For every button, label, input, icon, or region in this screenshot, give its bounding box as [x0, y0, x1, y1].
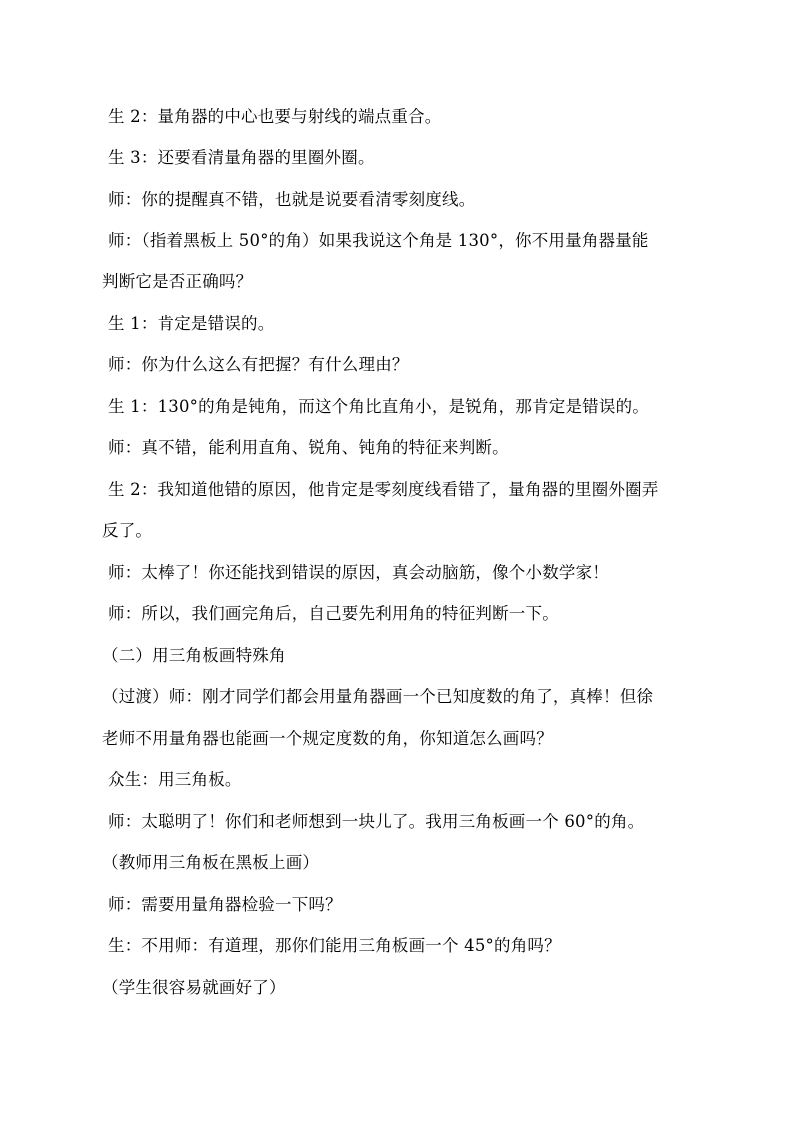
paragraph-student2-center: 生 2：量角器的中心也要与射线的端点重合。	[108, 107, 442, 126]
paragraph-teacher-question-line2: 判断它是否正确吗？	[102, 272, 253, 291]
paragraph-teacher-question-line1: 师：（指着黑板上 50°的角）如果我说这个角是 130°，你不用量角器量能	[108, 231, 649, 250]
paragraph-students-done: （学生很容易就画好了）	[102, 978, 286, 997]
paragraph-teacher-zero-line: 师：你的提醒真不错，也就是说要看清零刻度线。	[108, 190, 476, 209]
paragraph-teacher-praise: 师：真不错，能利用直角、锐角、钝角的特征来判断。	[108, 438, 509, 457]
paragraph-transition-line2: 老师不用量角器也能画一个规定度数的角，你知道怎么画吗？	[102, 729, 553, 748]
paragraph-teacher-check: 师：需要用量角器检验一下吗？	[108, 895, 342, 914]
paragraph-teacher-draws: （教师用三角板在黑板上画）	[102, 853, 320, 872]
paragraph-teacher-great: 师：太棒了！你还能找到错误的原因，真会动脑筋，像个小数学家！	[108, 563, 609, 582]
paragraph-student1-wrong: 生 1：肯定是错误的。	[108, 314, 275, 333]
paragraph-student1-reason: 生 1：130°的角是钝角，而这个角比直角小，是锐角，那肯定是错误的。	[108, 397, 649, 416]
section-heading-triangle: （二）用三角板画特殊角	[102, 646, 286, 665]
paragraph-student2-cause-line2: 反了。	[102, 521, 153, 540]
paragraph-teacher-so: 师：所以，我们画完角后，自己要先利用角的特征判断一下。	[108, 604, 559, 623]
paragraph-teacher-why: 师：你为什么这么有把握？有什么理由？	[108, 355, 409, 374]
paragraph-transition-line1: （过渡）师：刚才同学们都会用量角器画一个已知度数的角了，真棒！但徐	[102, 687, 654, 706]
paragraph-student2-cause-line1: 生 2：我知道他错的原因，他肯定是零刻度线看错了，量角器的里圈外圈弄	[108, 480, 659, 499]
paragraph-students-triangle: 众生：用三角板。	[108, 770, 242, 789]
paragraph-teacher-60: 师：太聪明了！你们和老师想到一块儿了。我用三角板画一个 60°的角。	[108, 812, 645, 831]
paragraph-student3-circles: 生 3：还要看清量角器的里圈外圈。	[108, 148, 375, 167]
paragraph-student-45: 生：不用师：有道理，那你们能用三角板画一个 45°的角吗？	[108, 936, 561, 955]
